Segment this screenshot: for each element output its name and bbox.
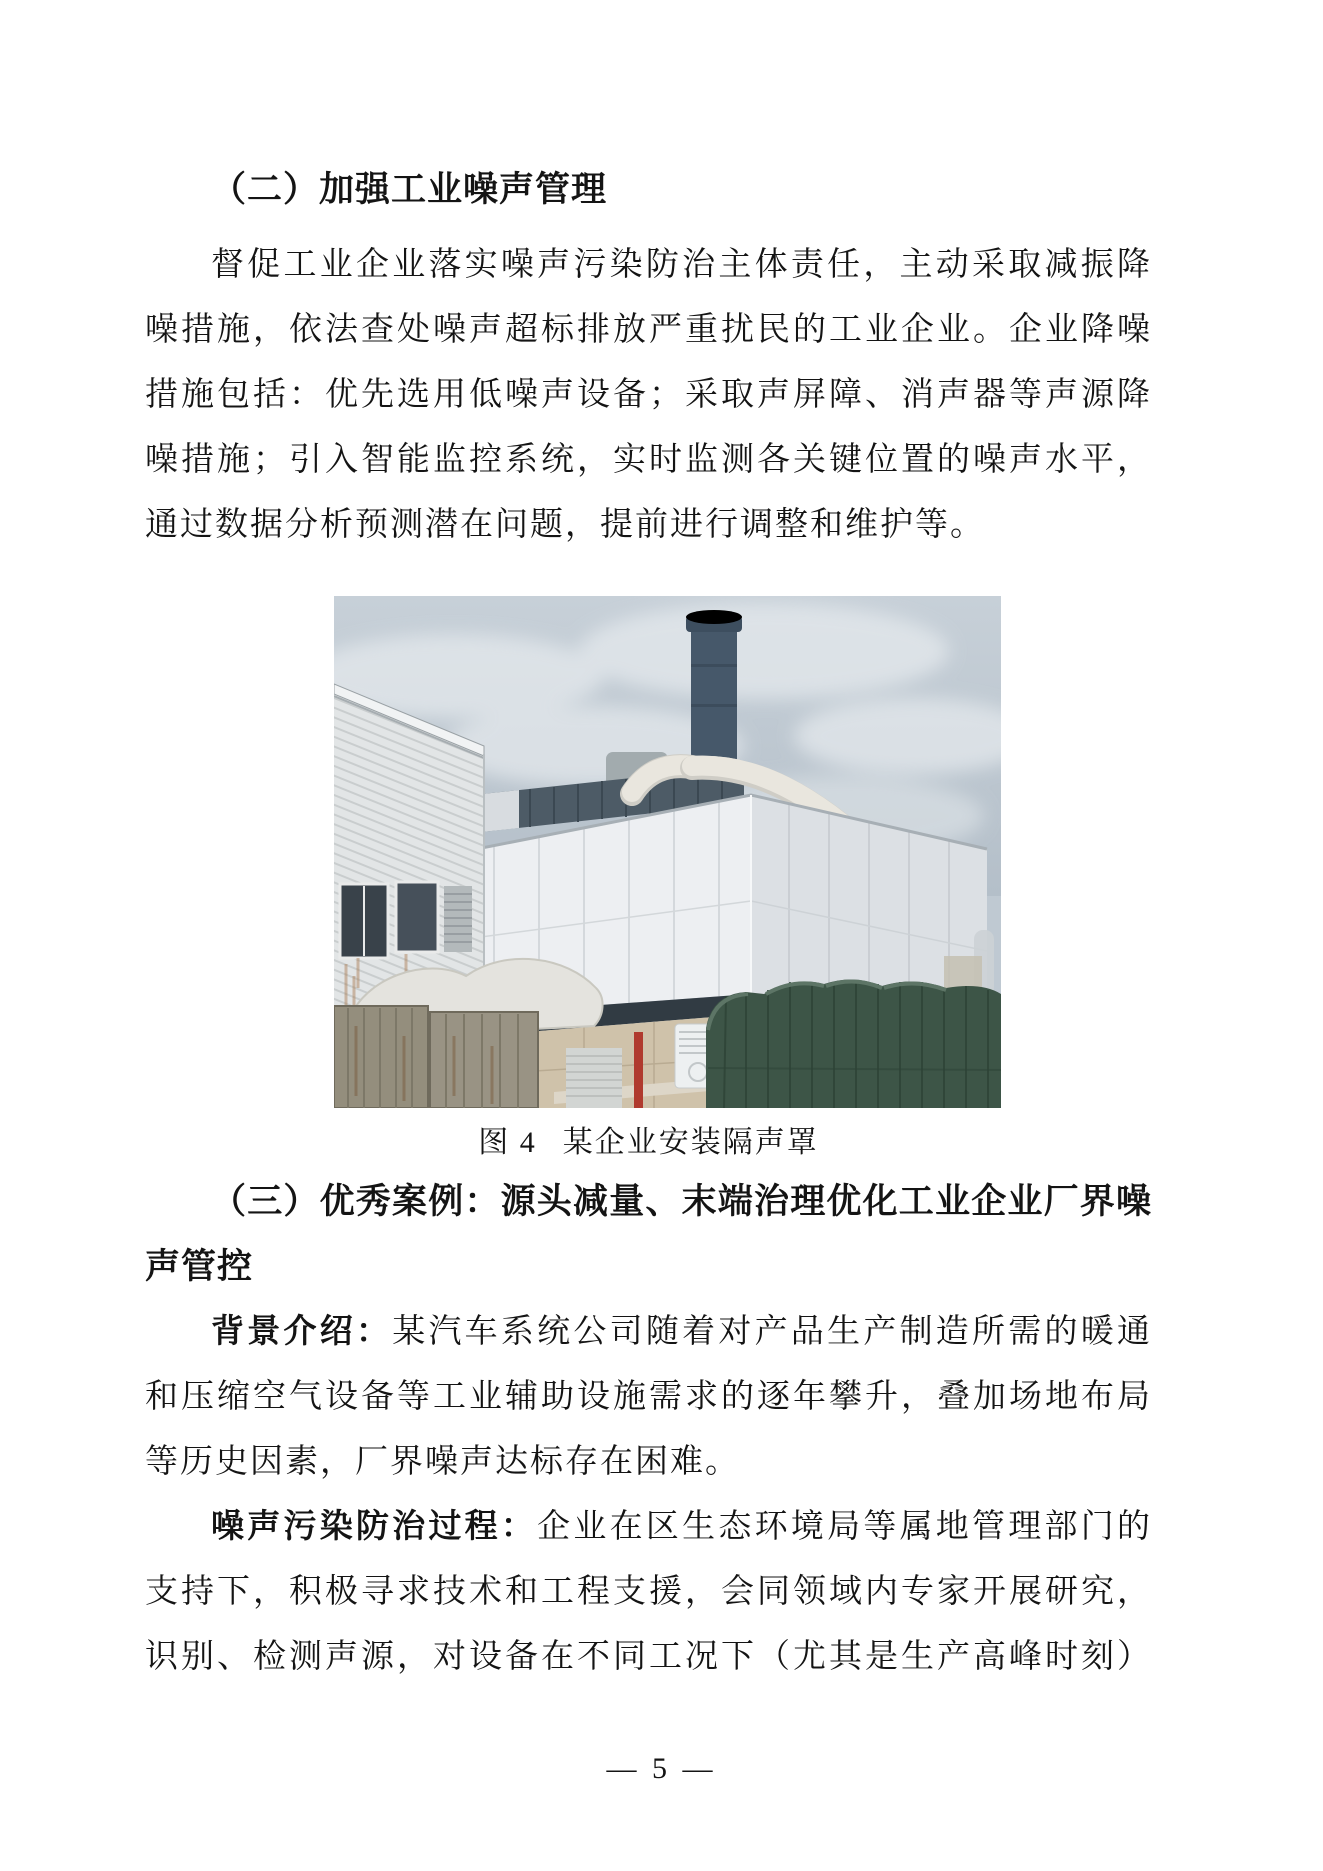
paragraph-line: 支持下，积极寻求技术和工程支援，会同领域内专家开展研究， xyxy=(145,1574,1152,1610)
roller-door xyxy=(566,1048,622,1108)
factory-photo-svg xyxy=(334,596,1001,1108)
paragraph-line xyxy=(145,1310,1152,1358)
scrap-containers xyxy=(334,1006,538,1108)
background-text: 某汽车系统公司随着对产品生产制造所需的暖通 xyxy=(392,1314,1153,1350)
paragraph-line: 噪措施，依法查处噪声超标排放严重扰民的工业企业。企业降噪 xyxy=(145,312,1152,348)
section-heading-b: （二）加强工业噪声管理 xyxy=(211,170,608,209)
background-lead: 背景介绍： xyxy=(211,1314,393,1350)
green-tarps xyxy=(706,979,1001,1108)
paragraph-line: 和压缩空气设备等工业辅助设施需求的逐年攀升，叠加场地布局 xyxy=(145,1379,1152,1415)
chimney-stack xyxy=(686,610,742,766)
paragraph-line: 噪措施；引入智能监控系统，实时监测各关键位置的噪声水平， xyxy=(145,442,1152,478)
factory-photo xyxy=(334,596,1001,1108)
louver-vent xyxy=(444,886,472,952)
paragraph-line: 督促工业企业落实噪声污染防治主体责任，主动采取减振降 xyxy=(211,247,1152,283)
process-lead: 噪声污染防治过程： xyxy=(211,1509,538,1545)
paragraph-line: 等历史因素，厂界噪声达标存在困难。 xyxy=(145,1444,740,1480)
paragraph-line xyxy=(145,1505,1152,1553)
paragraph-line: 通过数据分析预测潜在问题，提前进行调整和维护等。 xyxy=(145,507,985,543)
process-text: 企业在区生态环境局等属地管理部门的 xyxy=(537,1509,1153,1545)
paragraph-line: 识别、检测声源，对设备在不同工况下（尤其是生产高峰时刻） xyxy=(145,1639,1152,1675)
figure-caption-title: 某企业安装隔声罩 xyxy=(562,1126,819,1159)
paragraph-line: 措施包括：优先选用低噪声设备；采取声屏障、消声器等声源降 xyxy=(145,377,1152,413)
page-number: — 5 — xyxy=(606,1752,717,1785)
figure-caption-label: 图 4 xyxy=(478,1126,537,1159)
windows xyxy=(340,882,438,958)
figure-caption xyxy=(145,1122,1152,1164)
red-pole xyxy=(634,1032,643,1108)
section-heading-c-line1: （三）优秀案例：源头减量、末端治理优化工业企业厂界噪 xyxy=(211,1182,1152,1221)
section-heading-c-line2: 声管控 xyxy=(145,1247,254,1286)
